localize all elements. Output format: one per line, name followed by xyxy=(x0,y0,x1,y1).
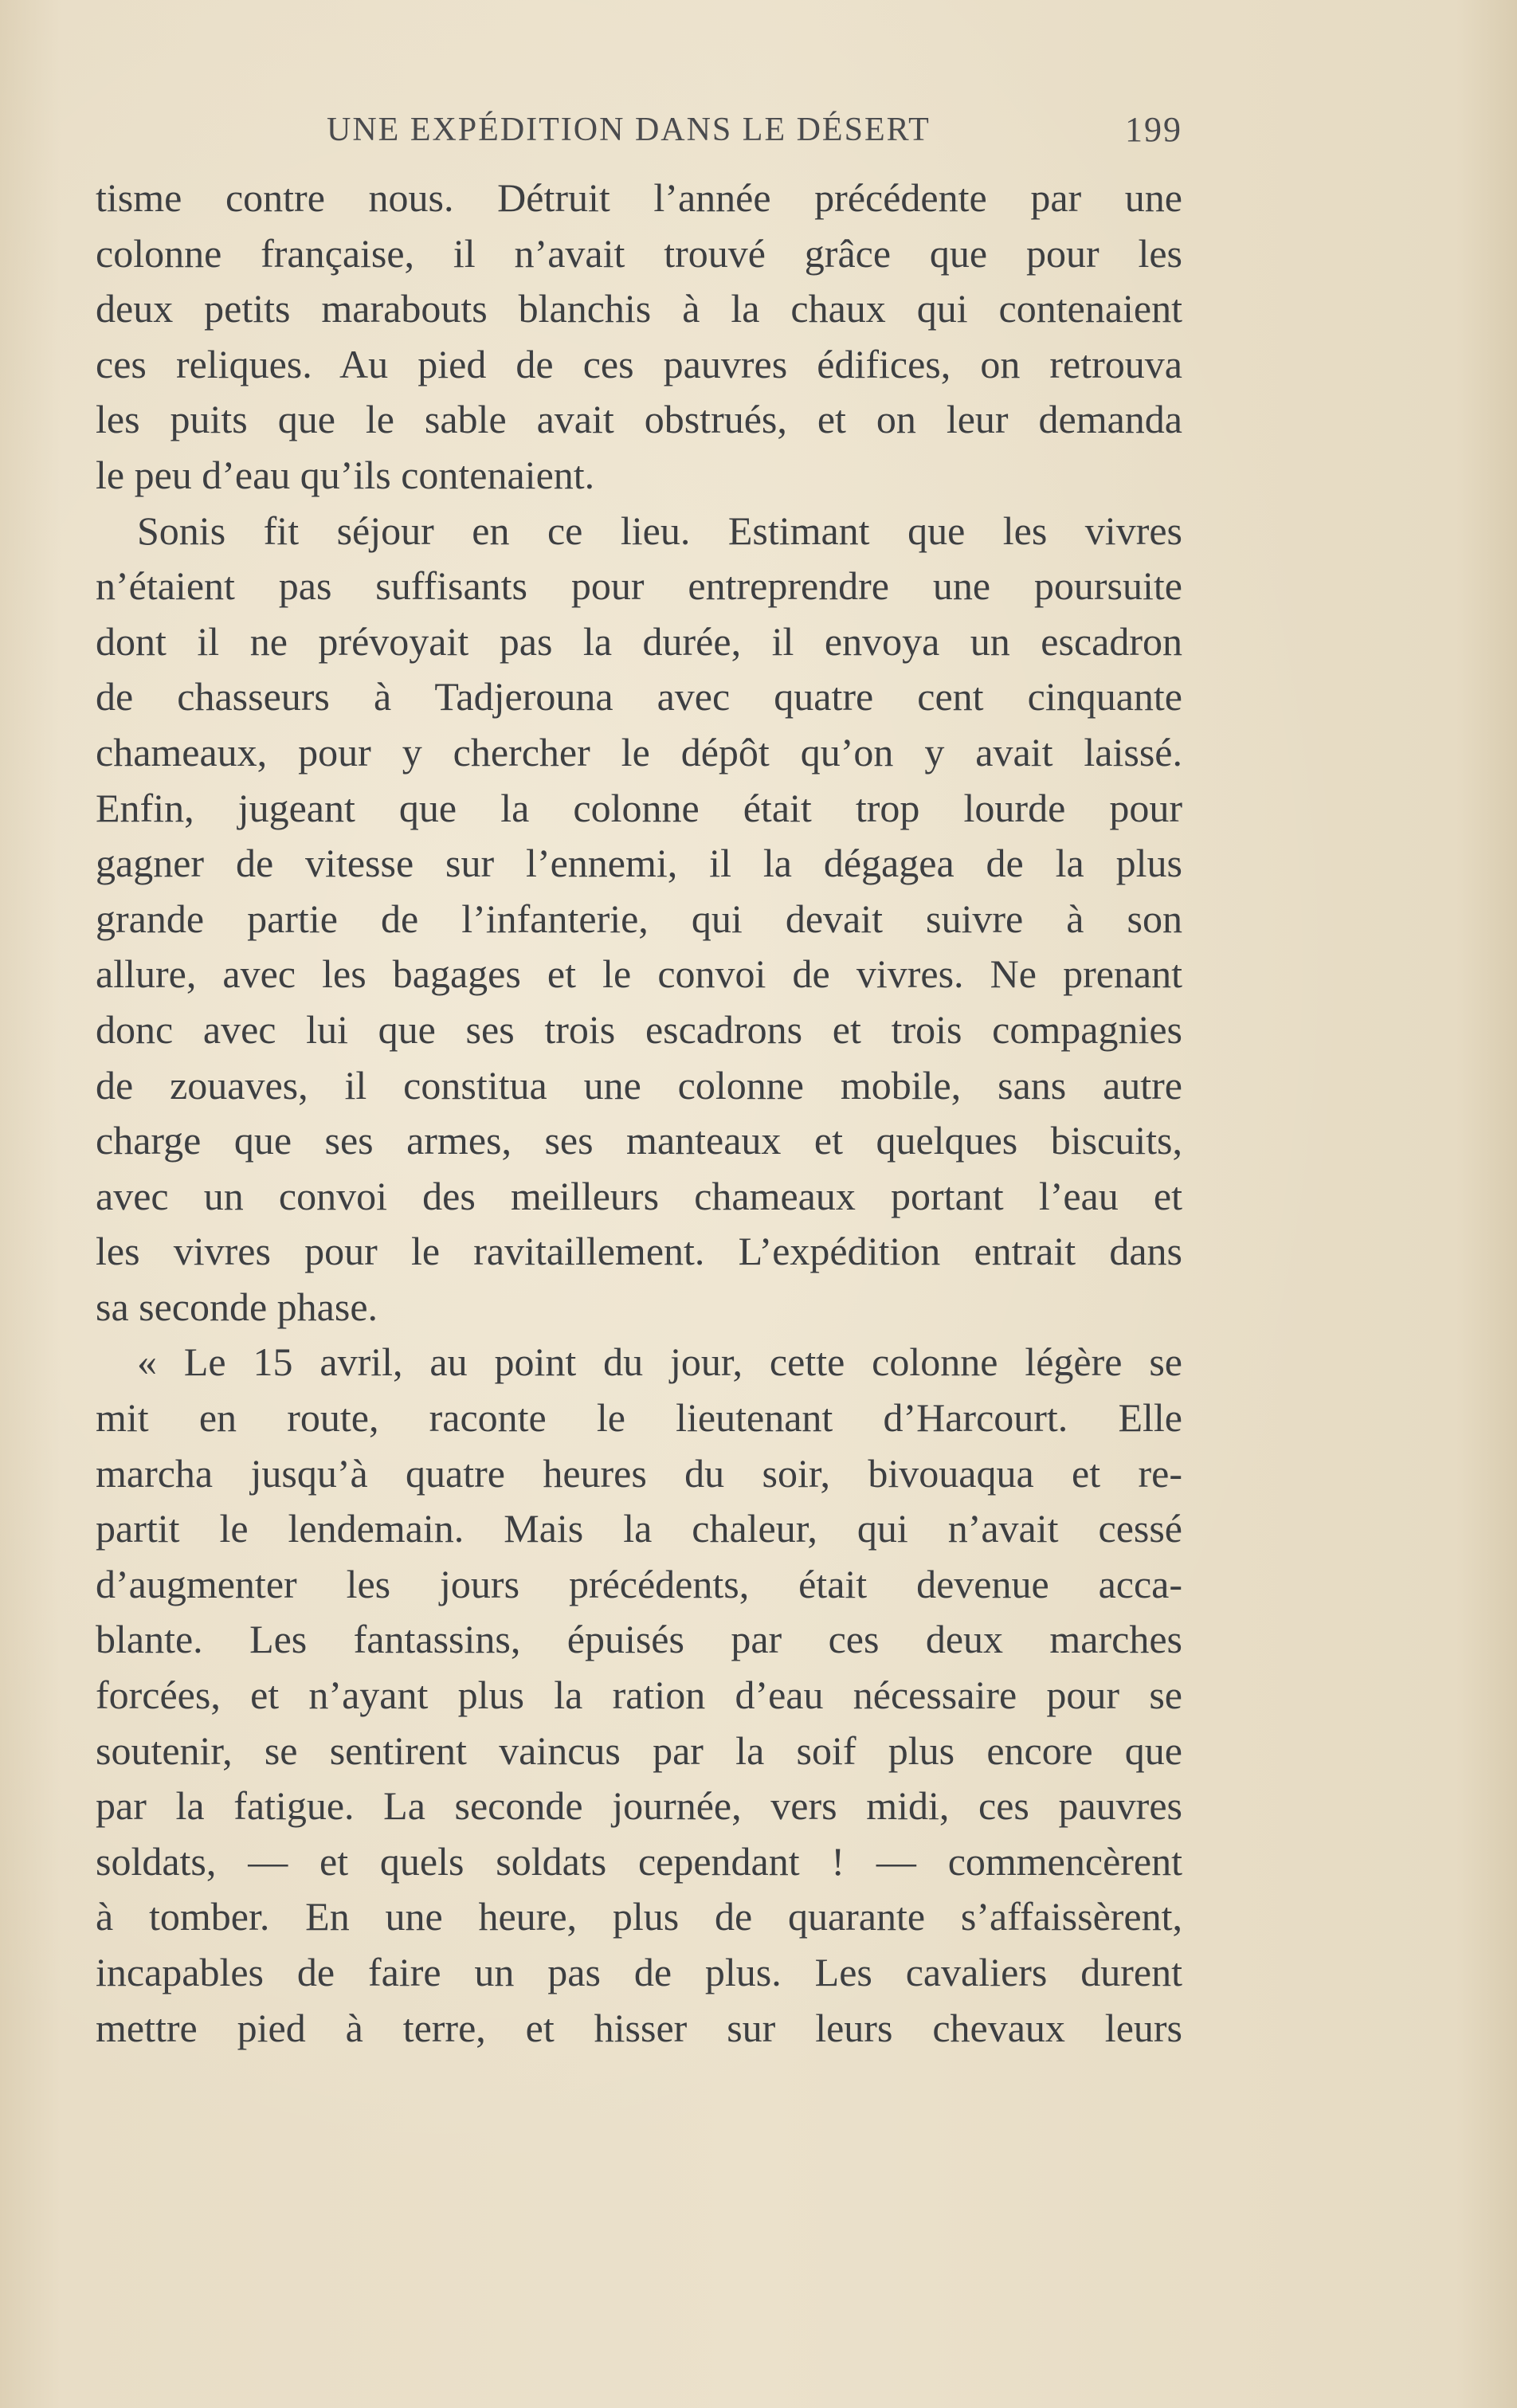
text-line: mettre pied à terre, et hisser sur leurs chevaux leurs xyxy=(96,2005,1182,2050)
text-line: d’augmenter les jours précédents, était devenue acca- xyxy=(96,1561,1182,1606)
running-title: UNE EXPÉDITION DANS LE DÉSERT xyxy=(327,112,931,148)
text-line: donc avec lui que ses trois escadrons et trois compagnies xyxy=(96,1006,1182,1052)
text-line: « Le 15 avril, au point du jour, cette colonne légère se xyxy=(137,1339,1182,1385)
text-line: à tomber. En une heure, plus de quarante s’affaissèrent, xyxy=(96,1894,1182,1939)
text-line: deux petits marabouts blanchis à la chaux qui contenaient xyxy=(96,286,1182,331)
body-text xyxy=(96,171,1182,2056)
text-line: de zouaves, il constitua une colonne mobile, sans autre xyxy=(96,1062,1182,1108)
text-line: dont il ne prévoyait pas la durée, il envoya un escadron xyxy=(96,618,1182,664)
page-header xyxy=(96,102,1182,158)
text-line: mit en route, raconte le lieutenant d’Harcourt. Elle xyxy=(96,1395,1182,1441)
text-line: le peu d’eau qu’ils contenaient. xyxy=(96,452,595,497)
text-line: n’étaient pas suffisants pour entreprendre une poursuite xyxy=(96,563,1182,609)
text-line: charge que ses armes, ses manteaux et quelques biscuits, xyxy=(96,1118,1182,1163)
text-line: Sonis fit séjour en ce lieu. Estimant que les vivres xyxy=(137,508,1182,553)
text-line: soutenir, se sentirent vaincus par la soif plus encore que xyxy=(96,1728,1182,1773)
text-line: partit le lendemain. Mais la chaleur, qui n’avait cessé xyxy=(96,1506,1182,1551)
text-line: blante. Les fantassins, épuisés par ces deux marches xyxy=(96,1617,1182,1662)
page-number: 199 xyxy=(1125,110,1182,149)
text-line: grande partie de l’infanterie, qui devait suivre à son xyxy=(96,896,1182,941)
text-line: sa seconde phase. xyxy=(96,1284,378,1329)
text-line: tisme contre nous. Détruit l’année précédente par une xyxy=(96,175,1182,220)
text-line: avec un convoi des meilleurs chameaux portant l’eau et xyxy=(96,1173,1182,1218)
text-line: soldats, — et quels soldats cependant ! — commencèrent xyxy=(96,1838,1182,1884)
text-line: chameaux, pour y chercher le dépôt qu’on y avait laissé. xyxy=(96,729,1182,775)
text-line: de chasseurs à Tadjerouna avec quatre cent cinquante xyxy=(96,674,1182,720)
text-line: par la fatigue. La seconde journée, vers midi, ces pauvres xyxy=(96,1783,1182,1829)
text-line: marcha jusqu’à quatre heures du soir, bivouaqua et re- xyxy=(96,1450,1182,1496)
text-line: les vivres pour le ravitaillement. L’expédition entrait dans xyxy=(96,1229,1182,1274)
text-line: incapables de faire un pas de plus. Les cavaliers durent xyxy=(96,1950,1182,1994)
text-line: ces reliques. Au pied de ces pauvres édifices, on retrouva xyxy=(96,341,1182,386)
text-line: forcées, et n’ayant plus la ration d’eau nécessaire pour se xyxy=(96,1673,1182,1718)
text-line: Enfin, jugeant que la colonne était trop lourde pour xyxy=(96,785,1182,830)
text-line: gagner de vitesse sur l’ennemi, il la dégagea de la plus xyxy=(96,841,1182,886)
text-line: les puits que le sable avait obstrués, et on leur demanda xyxy=(96,397,1182,442)
text-line: colonne française, il n’avait trouvé grâce que pour les xyxy=(96,230,1182,276)
text-line: allure, avec les bagages et le convoi de vivres. Ne prenant xyxy=(96,951,1182,997)
